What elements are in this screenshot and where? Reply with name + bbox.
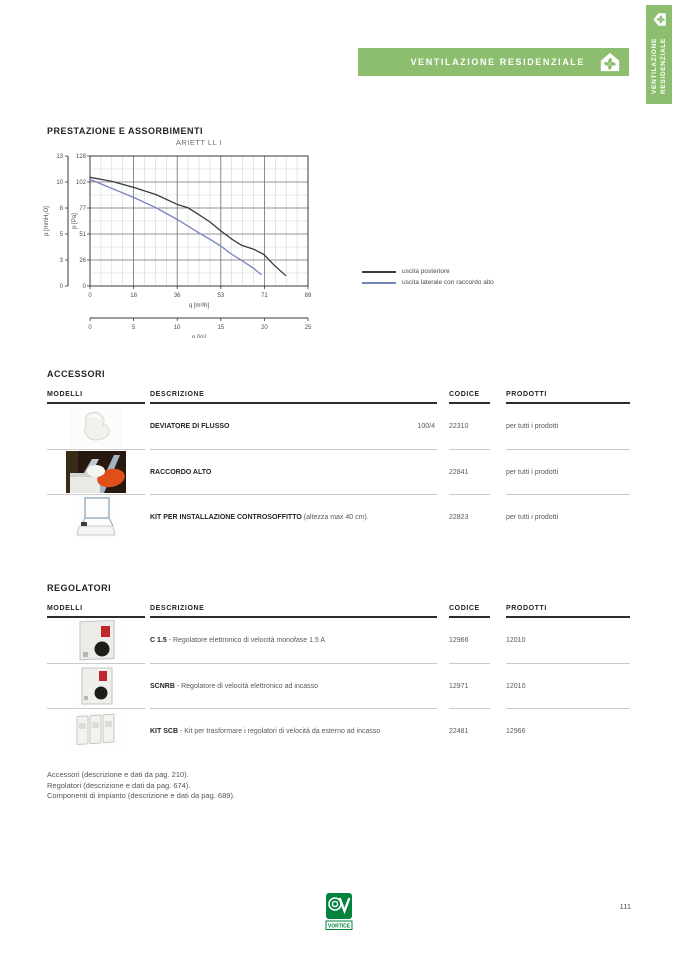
table-row [47,404,630,449]
svg-text:128: 128 [75,154,86,160]
row-description [150,618,437,663]
svg-text:0: 0 [82,284,86,290]
legend-label: uscita posteriore [402,268,450,275]
performance-chart-svg [40,146,340,338]
category-banner [358,48,629,76]
product-compatibility: 12010 [506,663,630,708]
svg-text:77: 77 [79,206,86,212]
row-description [150,494,437,539]
table-row [47,494,630,539]
svg-text:51: 51 [79,232,86,238]
deviatore-di-flusso-photo [47,404,145,449]
legend-label: uscita laterale con raccordo alto [402,279,494,286]
svg-text:p [mmH₂O]: p [mmH₂O] [44,206,50,236]
column-header-modelli: MODELLI [47,604,145,618]
svg-text:25: 25 [304,325,312,331]
regolatori-table [47,604,630,753]
product-code: 22841 [449,449,490,494]
column-header-codice: CODICE [449,604,490,618]
svg-text:5: 5 [59,232,63,238]
section-title-accessori: ACCESSORI [47,369,106,379]
side-tab-ventilazione-residenziale [646,5,672,104]
legend-line-swatch [362,271,396,273]
column-header-prodotti: PRODOTTI [506,604,630,618]
house-fan-icon [652,12,667,27]
svg-text:15: 15 [217,325,225,331]
product-code: 22481 [449,708,490,753]
table-row [47,618,630,663]
svg-text:p [Pa]: p [Pa] [72,213,78,229]
product-name: C 1.5 [150,637,167,644]
column-header-modelli: MODELLI [47,390,145,404]
svg-text:36: 36 [173,293,181,299]
svg-text:0: 0 [59,284,63,290]
table-row [47,708,630,753]
house-fan-icon [599,51,621,73]
legend-line-swatch [362,282,396,284]
accessori-table [47,390,630,539]
regolatore-scnrb-photo [47,663,145,708]
product-compatibility: per tutti i prodotti [506,494,630,539]
svg-text:3: 3 [59,258,63,264]
footnote: Accessori (descrizione e dati da pag. 210). [47,770,189,779]
product-compatibility: 12966 [506,708,630,753]
row-description [150,449,437,494]
column-header-codice: CODICE [449,390,490,404]
product-code: 22823 [449,494,490,539]
row-description [150,708,437,753]
svg-text:0: 0 [88,325,92,331]
footnote: Componenti di impianto (descrizione e dati da pag. 689). [47,791,236,800]
product-size: 100/4 [417,423,435,430]
product-compatibility: 12010 [506,637,526,644]
raccordo-alto-photo [47,449,145,494]
svg-text:18: 18 [130,293,137,299]
side-tab-line1: VENTILAZIONE [651,37,658,95]
performance-chart [40,146,340,338]
product-detail: - Regolatore elettronico di velocità monofase 1.5 A [166,637,326,644]
product-name: KIT SCB [150,727,178,735]
kit-scb-photo [47,708,145,753]
product-name: SCNRB [150,682,175,690]
svg-text:71: 71 [261,293,268,299]
side-tab-label [650,32,668,100]
table-row [47,663,630,708]
row-description [150,663,437,708]
vortice-logo-text: VORTICE [327,923,351,930]
svg-text:q [l/s]: q [l/s] [191,335,207,338]
svg-text:102: 102 [75,180,86,186]
product-code: 12971 [449,663,490,708]
product-compatibility: per tutti i prodotti [506,449,630,494]
chart-title: ARIETT LL I [175,138,223,147]
legend-item [362,279,494,286]
product-name: DEVIATORE DI FLUSSO [150,423,230,430]
chart-legend [362,268,494,290]
accessori-table-header [47,390,630,404]
column-header-descrizione: DESCRIZIONE [150,390,437,404]
svg-text:10: 10 [56,180,63,186]
legend-item [362,268,494,275]
svg-text:53: 53 [217,293,225,299]
row-description [150,404,437,449]
category-banner-label: VENTILAZIONE RESIDENZIALE [410,57,585,67]
table-row [47,449,630,494]
svg-text:10: 10 [173,325,181,331]
footnote: Regolatori (descrizione e dati da pag. 674). [47,780,191,790]
page-number: 111 [619,902,631,911]
svg-text:0: 0 [88,293,92,299]
kit-controsoffitto-photo [47,494,145,539]
footnotes [47,770,235,802]
svg-text:q [m³/h]: q [m³/h] [188,303,210,309]
svg-text:5: 5 [131,325,136,331]
product-name: KIT PER INSTALLAZIONE CONTROSOFFITTO [150,513,302,521]
section-title-regolatori: REGOLATORI [47,583,112,593]
column-header-prodotti: PRODOTTI [506,390,630,404]
svg-text:89: 89 [304,293,312,299]
svg-text:8: 8 [59,206,63,212]
product-compatibility: per tutti i prodotti [506,423,559,430]
svg-text:13: 13 [56,154,63,160]
product-detail: - Kit per trasformare i regolatori di velocità da esterno ad incasso [178,727,381,735]
regolatore-c15-photo [47,618,145,663]
product-code: 12966 [449,637,469,644]
product-code: 22310 [449,423,469,430]
regolatori-table-header [47,604,630,618]
svg-text:20: 20 [261,325,268,331]
product-detail: (altezza max 40 cm). [301,513,369,521]
side-tab-line2: RESIDENZIALE [660,37,667,95]
svg-text:26: 26 [79,258,86,264]
column-header-descrizione: DESCRIZIONE [150,604,437,618]
vortice-logo [325,892,353,932]
product-detail: - Regolatore di velocità elettronico ad incasso [174,682,319,690]
section-title-prestazione: PRESTAZIONE E ASSORBIMENTI [47,126,204,136]
product-name: RACCORDO ALTO [150,468,212,476]
